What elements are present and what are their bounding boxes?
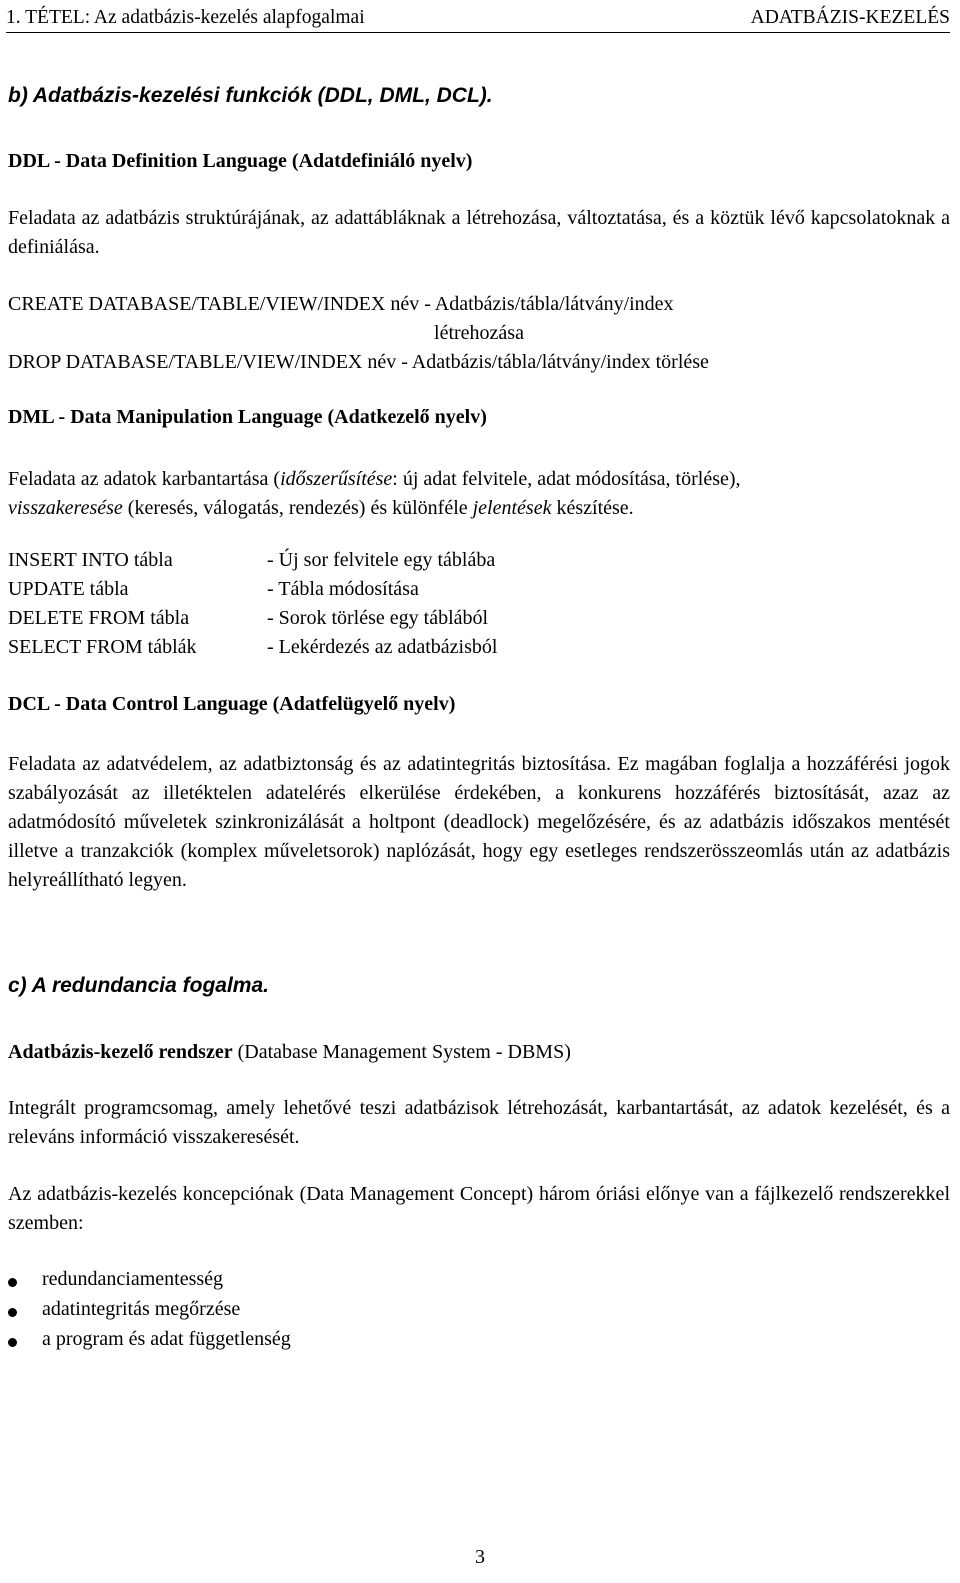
list-item-text: adatintegritás megőrzése — [42, 1298, 241, 1320]
dml-desc-part3: (keresés, válogatás, rendezés) és különféle — [122, 497, 473, 519]
list-item-text: redundanciamentesség — [42, 1268, 224, 1290]
ddl-description: Feladata az adatbázis struktúrájának, az adattábláknak a létrehozása, változtatása, és a köztük lévő kapcsolatoknak a definiálása. — [8, 207, 950, 258]
dml-description — [8, 465, 950, 523]
dml-desc-part2: : új adat felvitele, adat módosítása, törlése), — [392, 468, 741, 490]
bullet-icon — [8, 1278, 17, 1287]
ddl-drop-line: DROP DATABASE/TABLE/VIEW/INDEX név - Adatbázis/tábla/látvány/index törlése — [8, 351, 709, 373]
dml-command-desc: - Lekérdezés az adatbázisból — [267, 636, 498, 658]
dbms-heading — [8, 1038, 950, 1067]
dml-command-desc: - Sorok törlése egy táblából — [267, 607, 489, 629]
dml-desc-italic2: visszakeresése — [8, 497, 123, 519]
header-subject: ADATBÁZIS-KEZELÉS — [750, 7, 950, 28]
dml-desc-italic3: jelentések — [472, 497, 552, 519]
dcl-heading: DCL - Data Control Language (Adatfelügyelő nyelv) — [8, 693, 456, 715]
section-b-title: b) Adatbázis-kezelési funkciók (DDL, DML, DCL). — [8, 84, 493, 107]
dml-command-desc: - Tábla módosítása — [267, 578, 419, 600]
dml-desc-part4: készítése. — [551, 497, 634, 519]
ddl-heading: DDL - Data Definition Language (Adatdefiniáló nyelv) — [8, 150, 473, 172]
dcl-description: Feladata az adatvédelem, az adatbiztonság és az adatintegritás biztosítása. Ez magában foglalja a hozzáférési jogok szabályozását az illetéktelen adatelérés elkerülése érdekében, a konkurens hozzáférés biztosítását, azaz az adatmódosító műveletek szinkronizálását a holtpont (deadlock) megelőzésére, és az adatbázis időszakos mentését illetve a tranzakciók (komplex műveletsorok) naplózását, hogy egy esetleges rendszerösszeomlás után az adatbázis helyreállítható legyen. — [8, 753, 950, 891]
bullet-icon — [8, 1308, 17, 1317]
dml-command: UPDATE tábla — [8, 578, 129, 600]
ddl-create-line: CREATE DATABASE/TABLE/VIEW/INDEX név - Adatbázis/tábla/látvány/index — [8, 293, 674, 315]
dml-heading: DML - Data Manipulation Language (Adatkezelő nyelv) — [8, 406, 487, 428]
dbms-heading-rest: (Database Management System - DBMS) — [232, 1041, 571, 1063]
list-item-text: a program és adat függetlenség — [42, 1328, 291, 1350]
bullet-icon — [8, 1338, 17, 1347]
dml-desc-italic1: időszerűsítése — [280, 468, 393, 490]
page-header — [6, 4, 950, 33]
dml-command: DELETE FROM tábla — [8, 607, 190, 629]
page-number: 3 — [475, 1546, 485, 1568]
dml-desc-part1: Feladata az adatok karbantartása ( — [8, 468, 281, 490]
dml-command: SELECT FROM táblák — [8, 636, 197, 658]
dml-command: INSERT INTO tábla — [8, 549, 173, 571]
concept-description: Az adatbázis-kezelés koncepciónak (Data Management Concept) három óriási előnye van a fájlkezelő rendszerekkel szemben: — [8, 1183, 950, 1234]
ddl-create-continuation: létrehozása — [434, 322, 524, 344]
section-c-title: c) A redundancia fogalma. — [8, 974, 269, 997]
dml-command-desc: - Új sor felvitele egy táblába — [267, 549, 496, 571]
dbms-description: Integrált programcsomag, amely lehetővé teszi adatbázisok létrehozását, karbantartását, az adatok kezelését, és a releváns információ visszakeresését. — [8, 1097, 950, 1148]
header-title: 1. TÉTEL: Az adatbázis-kezelés alapfogalmai — [6, 7, 365, 28]
dbms-heading-bold: Adatbázis-kezelő rendszer — [8, 1041, 233, 1063]
